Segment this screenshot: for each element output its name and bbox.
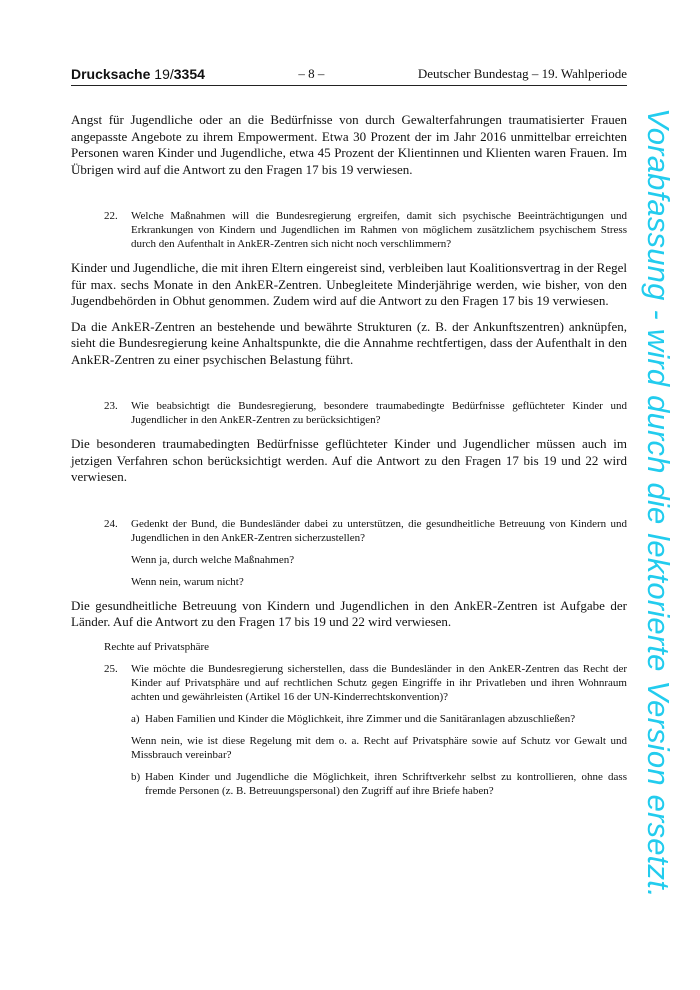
answer-22-paragraph-1: Kinder und Jugendliche, die mit ihren Eltern eingereist sind, verbleiben laut Koalitionsvertrag in der Regel für max. sechs Monate in den AnkER-Zentren. Unbegleitete Minderjährige werden, wie bisher, von den Jugendbehörden in Obhut genommen. Zudem wird auf die Antwort zu den Fragen 17 bis 19 verwiesen. [71,260,627,308]
answer-24-paragraph: Die gesundheitliche Betreuung von Kindern und Jugendlichen in den AnkER-Zentren ist Aufgabe der Länder. Auf die Antwort zu den Fragen 17 bis 19 und 22 wird verwiesen. [71,597,627,629]
question-text: Wie beabsichtigt die Bundesregierung, besondere traumabedingte Bedürfnisse geflüchteter Kinder und Jugendlicher in den AnkER-Zentren zu berücksichtigen? [131,400,627,426]
sub-question-followup: Wenn nein, wie ist diese Regelung mit dem o. a. Recht auf Privatsphäre sowie auf Schutz vor Gewalt und Missbrauch vereinbar? [131,734,627,761]
question-22 [71,209,627,251]
sub-question-label: b) [131,770,141,783]
sub-question-text: Haben Kinder und Jugendliche die Möglichkeit, ihren Schriftverkehr selbst zu kontrollieren, ohne dass fremde Personen (z. B. Betreuungspersonal) den Zugriff auf ihre Briefe haben? [145,770,627,797]
page-body [71,112,627,815]
question-text: Welche Maßnahmen will die Bundesregierung ergreifen, damit sich psychische Beeinträchtigungen und Erkrankungen von Kindern und Jugendlichen im Rahmen von möglichem zusätzlichem psychischem Stress durch den Aufenthalt in AnkER-Zentren sich nicht noch verschlimmern? [131,210,627,250]
question-24 [71,517,627,589]
publisher: Deutscher Bundestag – 19. Wahlperiode [417,66,627,81]
question-followup-no: Wenn nein, warum nicht? [131,575,244,588]
question-text: Gedenkt der Bund, die Bundesländer dabei zu unterstützen, die gesundheitliche Betreuung von Kindern und Jugendlichen in den AnkER-Zentren sicherzustellen? [131,517,627,544]
question-followup-yes: Wenn ja, durch welche Maßnahmen? [131,553,295,566]
question-23 [71,399,627,427]
question-number: 25. [104,662,118,675]
document-number: 3354 [173,66,205,82]
answer-23-paragraph: Die besonderen traumabedingten Bedürfnisse geflüchteter Kinder und Jugendlicher müssen auch im jetzigen Verfahren schon berücksichtigt werden. Auf die Antwort zu den Fragen 17 bis 19 und 22 wird verwiesen. [71,436,627,484]
watermark-text: Vorabfassung - wird durch die lektorierte Version ersetzt. [641,108,676,898]
draft-watermark [628,108,688,898]
sub-question-label: a) [131,712,140,725]
document-number-prefix: 19/ [154,66,174,82]
question-number: 22. [104,210,118,222]
question-number: 23. [104,400,118,412]
question-25 [71,662,627,806]
answer-22-paragraph-2: Da die AnkER-Zentren an bestehende und bewährte Strukturen (z. B. der Ankunftszentren) anknüpfen, sieht die Bundesregierung keine Anhaltspunkte, die die Annahme rechtfertigen, dass der Aufenthalt in den AnkER-Zentren zu einer psychischen Belastung führt. [71,318,627,367]
section-heading: Rechte auf Privatsphäre [104,640,210,653]
sub-question-a [131,712,627,726]
page-number: – 8 – [298,66,325,81]
page-header [71,64,627,86]
question-text: Wie möchte die Bundesregierung sicherstellen, dass die Bundesländer in den AnkER-Zentren das Recht der Kinder auf Privatsphäre und auf rechtlichen Schutz gegen Eingriffe in ihr Privatleben und ihren Wohnraum achten und gewährleisten (Artikel 16 der UN-Kinderrechtskonvention)? [131,662,627,703]
intro-paragraph: Angst für Jugendliche oder an die Bedürfnisse von durch Gewalterfahrungen traumatisierter Frauen angepasste Angebote zu ihrem Empowerment. Etwa 30 Prozent der im Jahr 2016 unmittelbar erreichten Personen waren Kinder und Jugendliche, etwa 45 Prozent der Klientinnen und Klienten waren Frauen. Im Übrigen wird auf die Antwort zu den Fragen 17 bis 19 verwiesen. [71,112,627,177]
sub-question-b [131,770,627,798]
document-id [71,66,205,82]
document-label: Drucksache [71,66,151,82]
sub-question-text: Haben Familien und Kinder die Möglichkeit, ihre Zimmer und die Sanitäranlagen abzuschließen? [145,712,576,725]
question-number: 24. [104,517,118,530]
